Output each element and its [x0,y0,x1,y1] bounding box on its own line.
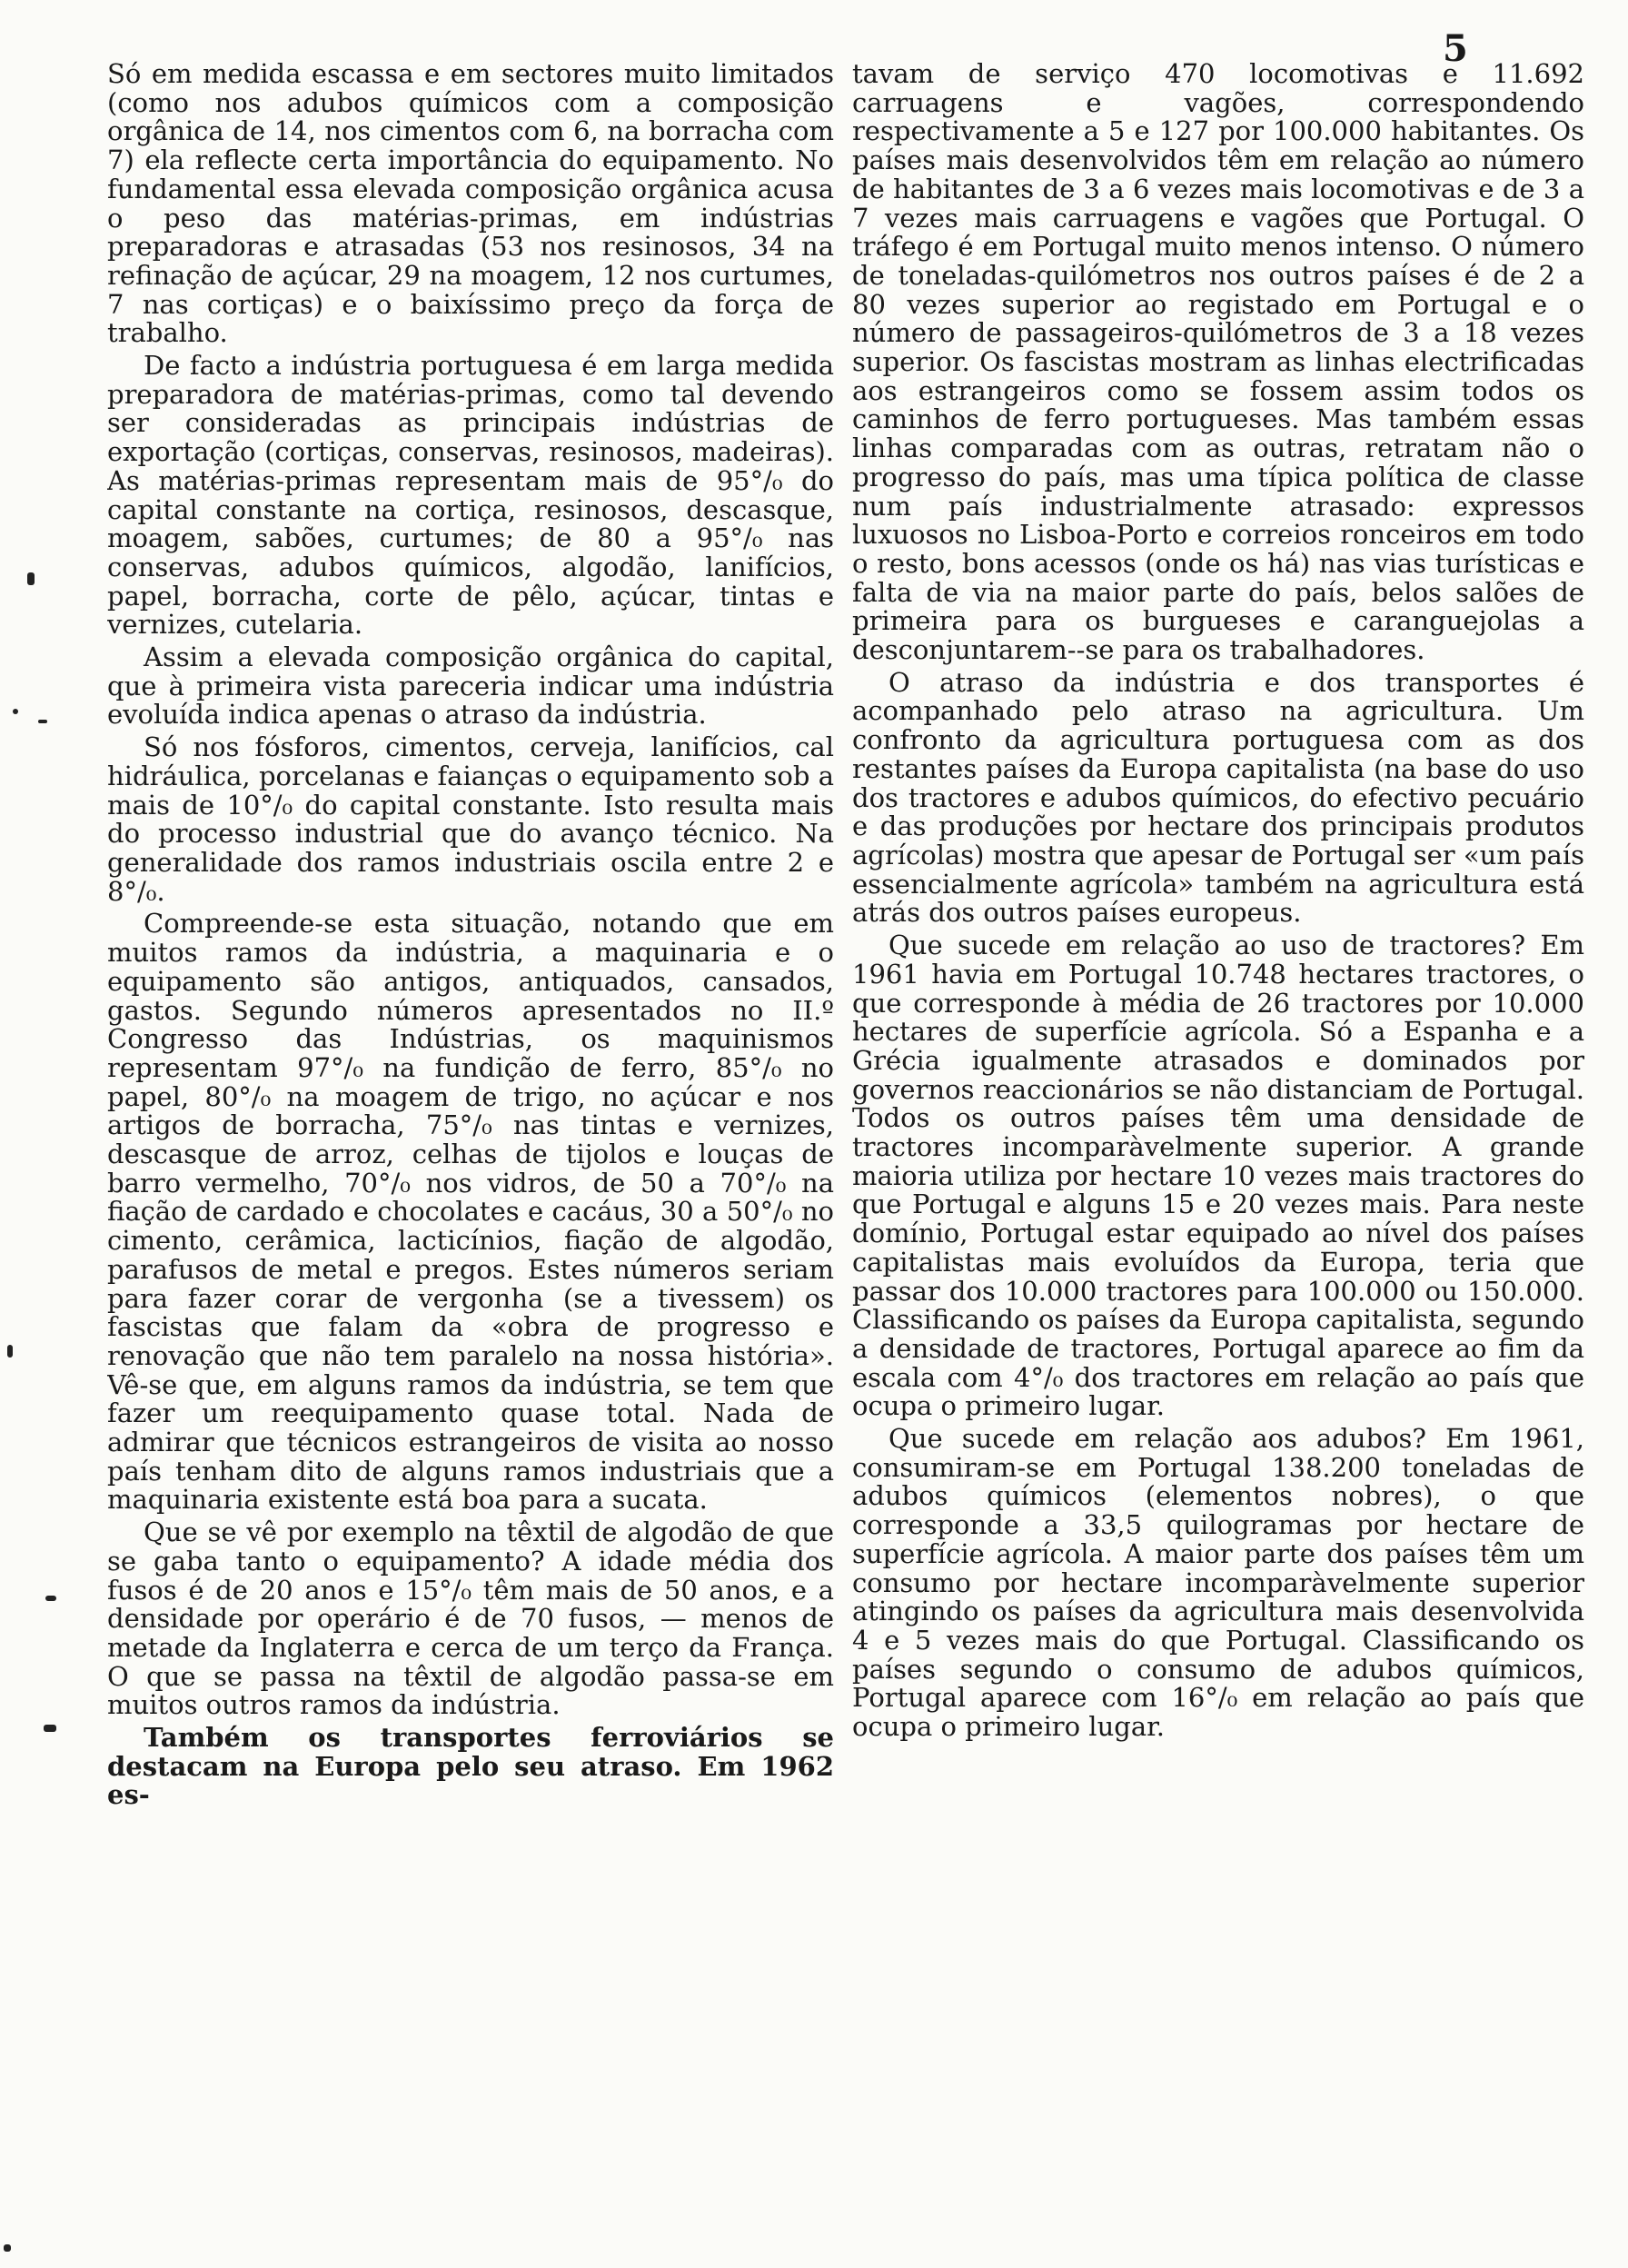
page-number: 5 [1443,27,1468,70]
margin-mark [4,2244,11,2252]
margin-mark [27,572,35,585]
margin-mark [7,1345,13,1358]
paragraph: De facto a indústria portuguesa é em larga medida preparadora de matérias-primas, como tal devendo ser consideradas as principais indústrias de exportação (cortiças, conservas, resinosos, madeiras). As matérias-primas representam mais de 95°/₀ do capital constante na cortiça, resinosos, descasque, moagem, sabões, curtumes; de 80 a 95°/₀ nas conservas, adubos químicos, algodão, lanifícios, papel, borracha, corte de pêlo, açúcar, tintas e vernizes, cutelaria. [107,350,834,641]
right-column [852,60,1584,2186]
margin-mark [13,709,18,714]
paragraph: Que sucede em relação aos adubos? Em 1961, consumiram-se em Portugal 138.200 toneladas de adubos químicos (elementos nobres), o que corresponde a 33,5 quilogramas por hectare de superfície agrícola. A maior parte dos países têm um consumo por hectare incomparàvelmente superior atingindo os países da agricultura mais desenvolvida 4 e 5 vezes mais do que Portugal. Classificando os países segundo o consumo de adubos químicos, Portugal aparece com 16°/₀ em relação ao país que ocupa o primeiro lugar. [852,1423,1584,1743]
paragraph: tavam de serviço 470 locomotivas e 11.692 carruagens e vagões, correspondendo respectivamente a 5 e 127 por 100.000 habitantes. Os países mais desenvolvidos têm em relação ao número de habitantes de 3 a 6 vezes mais locomotivas e de 3 a 7 vezes mais carruagens e vagões que Portugal. O tráfego é em Portugal muito menos intenso. O número de toneladas-quilómetros nos outros países é de 2 a 80 vezes superior ao registado em Portugal e o número de passageiros-quilómetros de 3 a 18 vezes superior. Os fascistas mostram as linhas electrificadas aos estrangeiros como se fossem assim todos os caminhos de ferro portugueses. Mas também essas linhas comparadas com as outras, retratam não o progresso do país, mas uma típica política de classe num país industrialmente atrasado: expressos luxuosos no Lisboa-Porto e correios ronceiros em todo o resto, bons acessos (onde os há) nas vias turísticas e falta de via na maior parte do país, belos salões de primeira para os burgueses e caranguejolas a desconjuntarem--se para os trabalhadores. [852,60,1584,666]
paragraph: O atraso da indústria e dos transportes é acompanhado pelo atraso na agricultura. Um confronto da agricultura portuguesa com as dos restantes países da Europa capitalista (na base do uso dos tractores e adubos químicos, do efectivo pecuário e das produções por hectare dos principais produtos agrícolas) mostra que apesar de Portugal ser «um país essencialmente agrícola» também na agricultura está atrás dos outros países europeus. [852,666,1584,929]
paragraph: Assim a elevada composição orgânica do capital, que à primeira vista pareceria indicar uma indústria evoluída indica apenas o atraso da indústria. [107,642,834,731]
left-column [107,60,834,2186]
margin-mark [38,720,47,723]
paragraph: Que se vê por exemplo na têxtil de algodão de que se gaba tanto o equipamento? A idade média dos fusos é de 20 anos e 15°/₀ têm mais de 50 anos, e a densidade por operário é de 70 fusos, — menos de metade da Inglaterra e cerca de um terço da França. O que se passa na têxtil de algodão passa-se em muitos outros ramos da indústria. [107,1517,834,1721]
margin-mark [44,1725,56,1732]
paragraph: Só nos fósforos, cimentos, cerveja, lanifícios, cal hidráulica, porcelanas e faianças o equipamento sob a mais de 10°/₀ do capital constante. Isto resulta mais do processo industrial que do avanço técnico. Na generalidade dos ramos industriais oscila entre 2 e 8°/₀. [107,731,834,907]
paragraph: Também os transportes ferroviários se destacam na Europa pelo seu atraso. Em 1962 es- [107,1722,834,1811]
paragraph: Só em medida escassa e em sectores muito limitados (como nos adubos químicos com a composição orgânica de 14, nos cimentos com 6, na borracha com 7) ela reflecte certa importância do equipamento. No fundamental essa elevada composição orgânica acusa o peso das matérias-primas, em indústrias preparadoras e atrasadas (53 nos resinosos, 34 na refinação de açúcar, 29 na moagem, 12 nos curtumes, 7 nas cortiças) e o baixíssimo preço da força de trabalho. [107,60,834,349]
paragraph: Compreende-se esta situação, notando que em muitos ramos da indústria, a maquinaria e o equipamento são antigos, antiquados, cansados, gastos. Segundo números apresentados no II.º Congresso das Indústrias, os maquinismos representam 97°/₀ na fundição de ferro, 85°/₀ no papel, 80°/₀ na moagem de trigo, no açúcar e nos artigos de borracha, 75°/₀ nas tintas e vernizes, descasque de arroz, celhas de tijolos e louças de barro vermelho, 70°/₀ nos vidros, de 50 a 70°/₀ na fiação de cardado e chocolates e cacáus, 30 a 50°/₀ no cimento, cerâmica, lacticínios, fiação de algodão, parafusos de metal e pregos. Estes números seriam para fazer corar de vergonha (se a tivessem) os fascistas que falam da «obra de progresso e renovação que não tem paralelo na nossa história». Vê-se que, em alguns ramos da indústria, se tem que fazer um reequipamento quase total. Nada de admirar que técnicos estrangeiros de visita ao nosso país tenham dito de alguns ramos industriais que a maquinaria existente está boa para a sucata. [107,908,834,1516]
paragraph: Que sucede em relação ao uso de tractores? Em 1961 havia em Portugal 10.748 hectares tractores, o que corresponde à média de 26 tractores por 10.000 hectares de superfície agrícola. Só a Espanha e a Grécia igualmente atrasados e dominados por governos reaccionários se não distanciam de Portugal. Todos os outros países têm uma densidade de tractores incomparàvelmente superior. A grande maioria utiliza por hectare 10 vezes mais tractores do que Portugal e alguns 15 e 20 vezes mais. Para neste domínio, Portugal estar equipado ao nível dos países capitalistas mais evoluídos da Europa, teria que passar dos 10.000 tractores para 100.000 ou 150.000. Classificando os países da Europa capitalista, segundo a densidade de tractores, Portugal aparece ao fim da escala com 4°/₀ dos tractores em relação ao país que ocupa o primeiro lugar. [852,930,1584,1422]
margin-mark [45,1596,56,1601]
